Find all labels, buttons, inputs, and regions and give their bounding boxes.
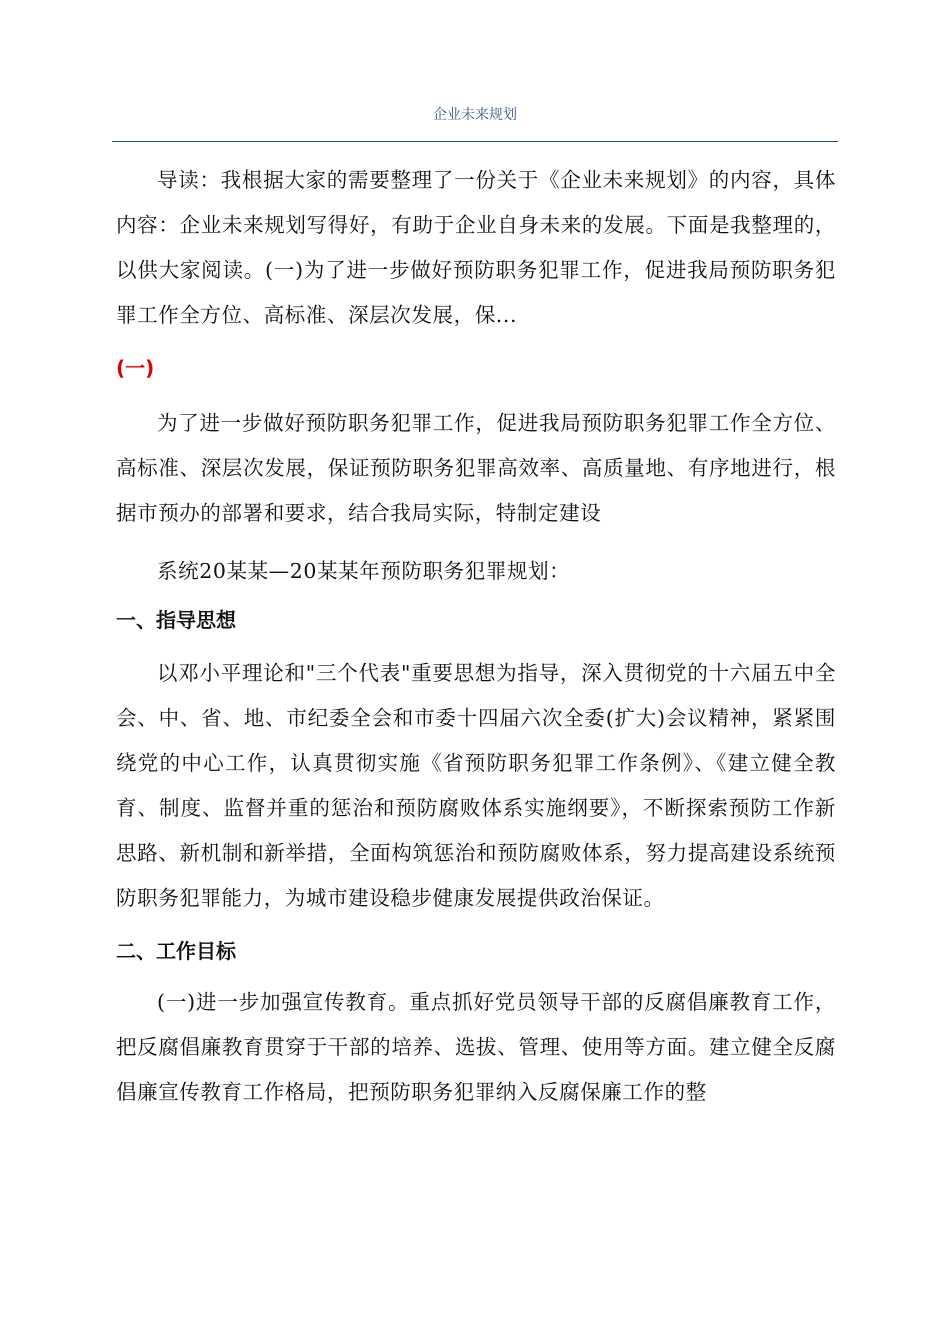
section-marker-one: (一) — [116, 356, 155, 380]
paragraph-work-goals: (一)进一步加强宣传教育。重点抓好党员领导干部的反腐倡廉教育工作，把反腐倡廉教育贯穿于干部的培养、选拔、管理、使用等方面。建立健全反腐倡廉宣传教育工作格局，把预防职务犯罪纳入反腐保廉工作的整 — [116, 990, 836, 1104]
document-body — [116, 158, 836, 1115]
paragraph-plan-title: 系统20某某—20某某年预防职务犯罪规划： — [157, 559, 571, 583]
intro-paragraph: 导读：我根据大家的需要整理了一份关于《企业未来规划》的内容，具体内容：企业未来规划写得好，有助于企业自身未来的发展。下面是我整理的，以供大家阅读。(一)为了进一步做好预防职务犯罪工作，促进我局预防职务犯罪工作全方位、高标准、深层次发展，保... — [116, 168, 836, 327]
heading-work-goals: 二、工作目标 — [116, 939, 236, 963]
header-divider — [112, 141, 838, 142]
heading-guiding-thought: 一、指导思想 — [116, 608, 236, 632]
header-title: 企业未来规划 — [433, 107, 517, 123]
paragraph-guiding-thought: 以邓小平理论和"三个代表"重要思想为指导，深入贯彻党的十六届五中全会、中、省、地、市纪委全会和市委十四届六次全委(扩大)会议精神，紧紧围绕党的中心工作，认真贯彻实施《省预防职务犯罪工作条例》、《建立健全教育、制度、监督并重的惩治和预防腐败体系实施纲要》，不断探索预防工作新思路、新机制和新举措，全面构筑惩治和预防腐败体系，努力提高建设系统预防职务犯罪能力，为城市建设稳步健康发展提供政治保证。 — [116, 661, 836, 910]
paragraph-purpose: 为了进一步做好预防职务犯罪工作，促进我局预防职务犯罪工作全方位、高标准、深层次发展，保证预防职务犯罪高效率、高质量地、有序地进行，根据市预办的部署和要求，结合我局实际，特制定建设 — [116, 411, 836, 525]
